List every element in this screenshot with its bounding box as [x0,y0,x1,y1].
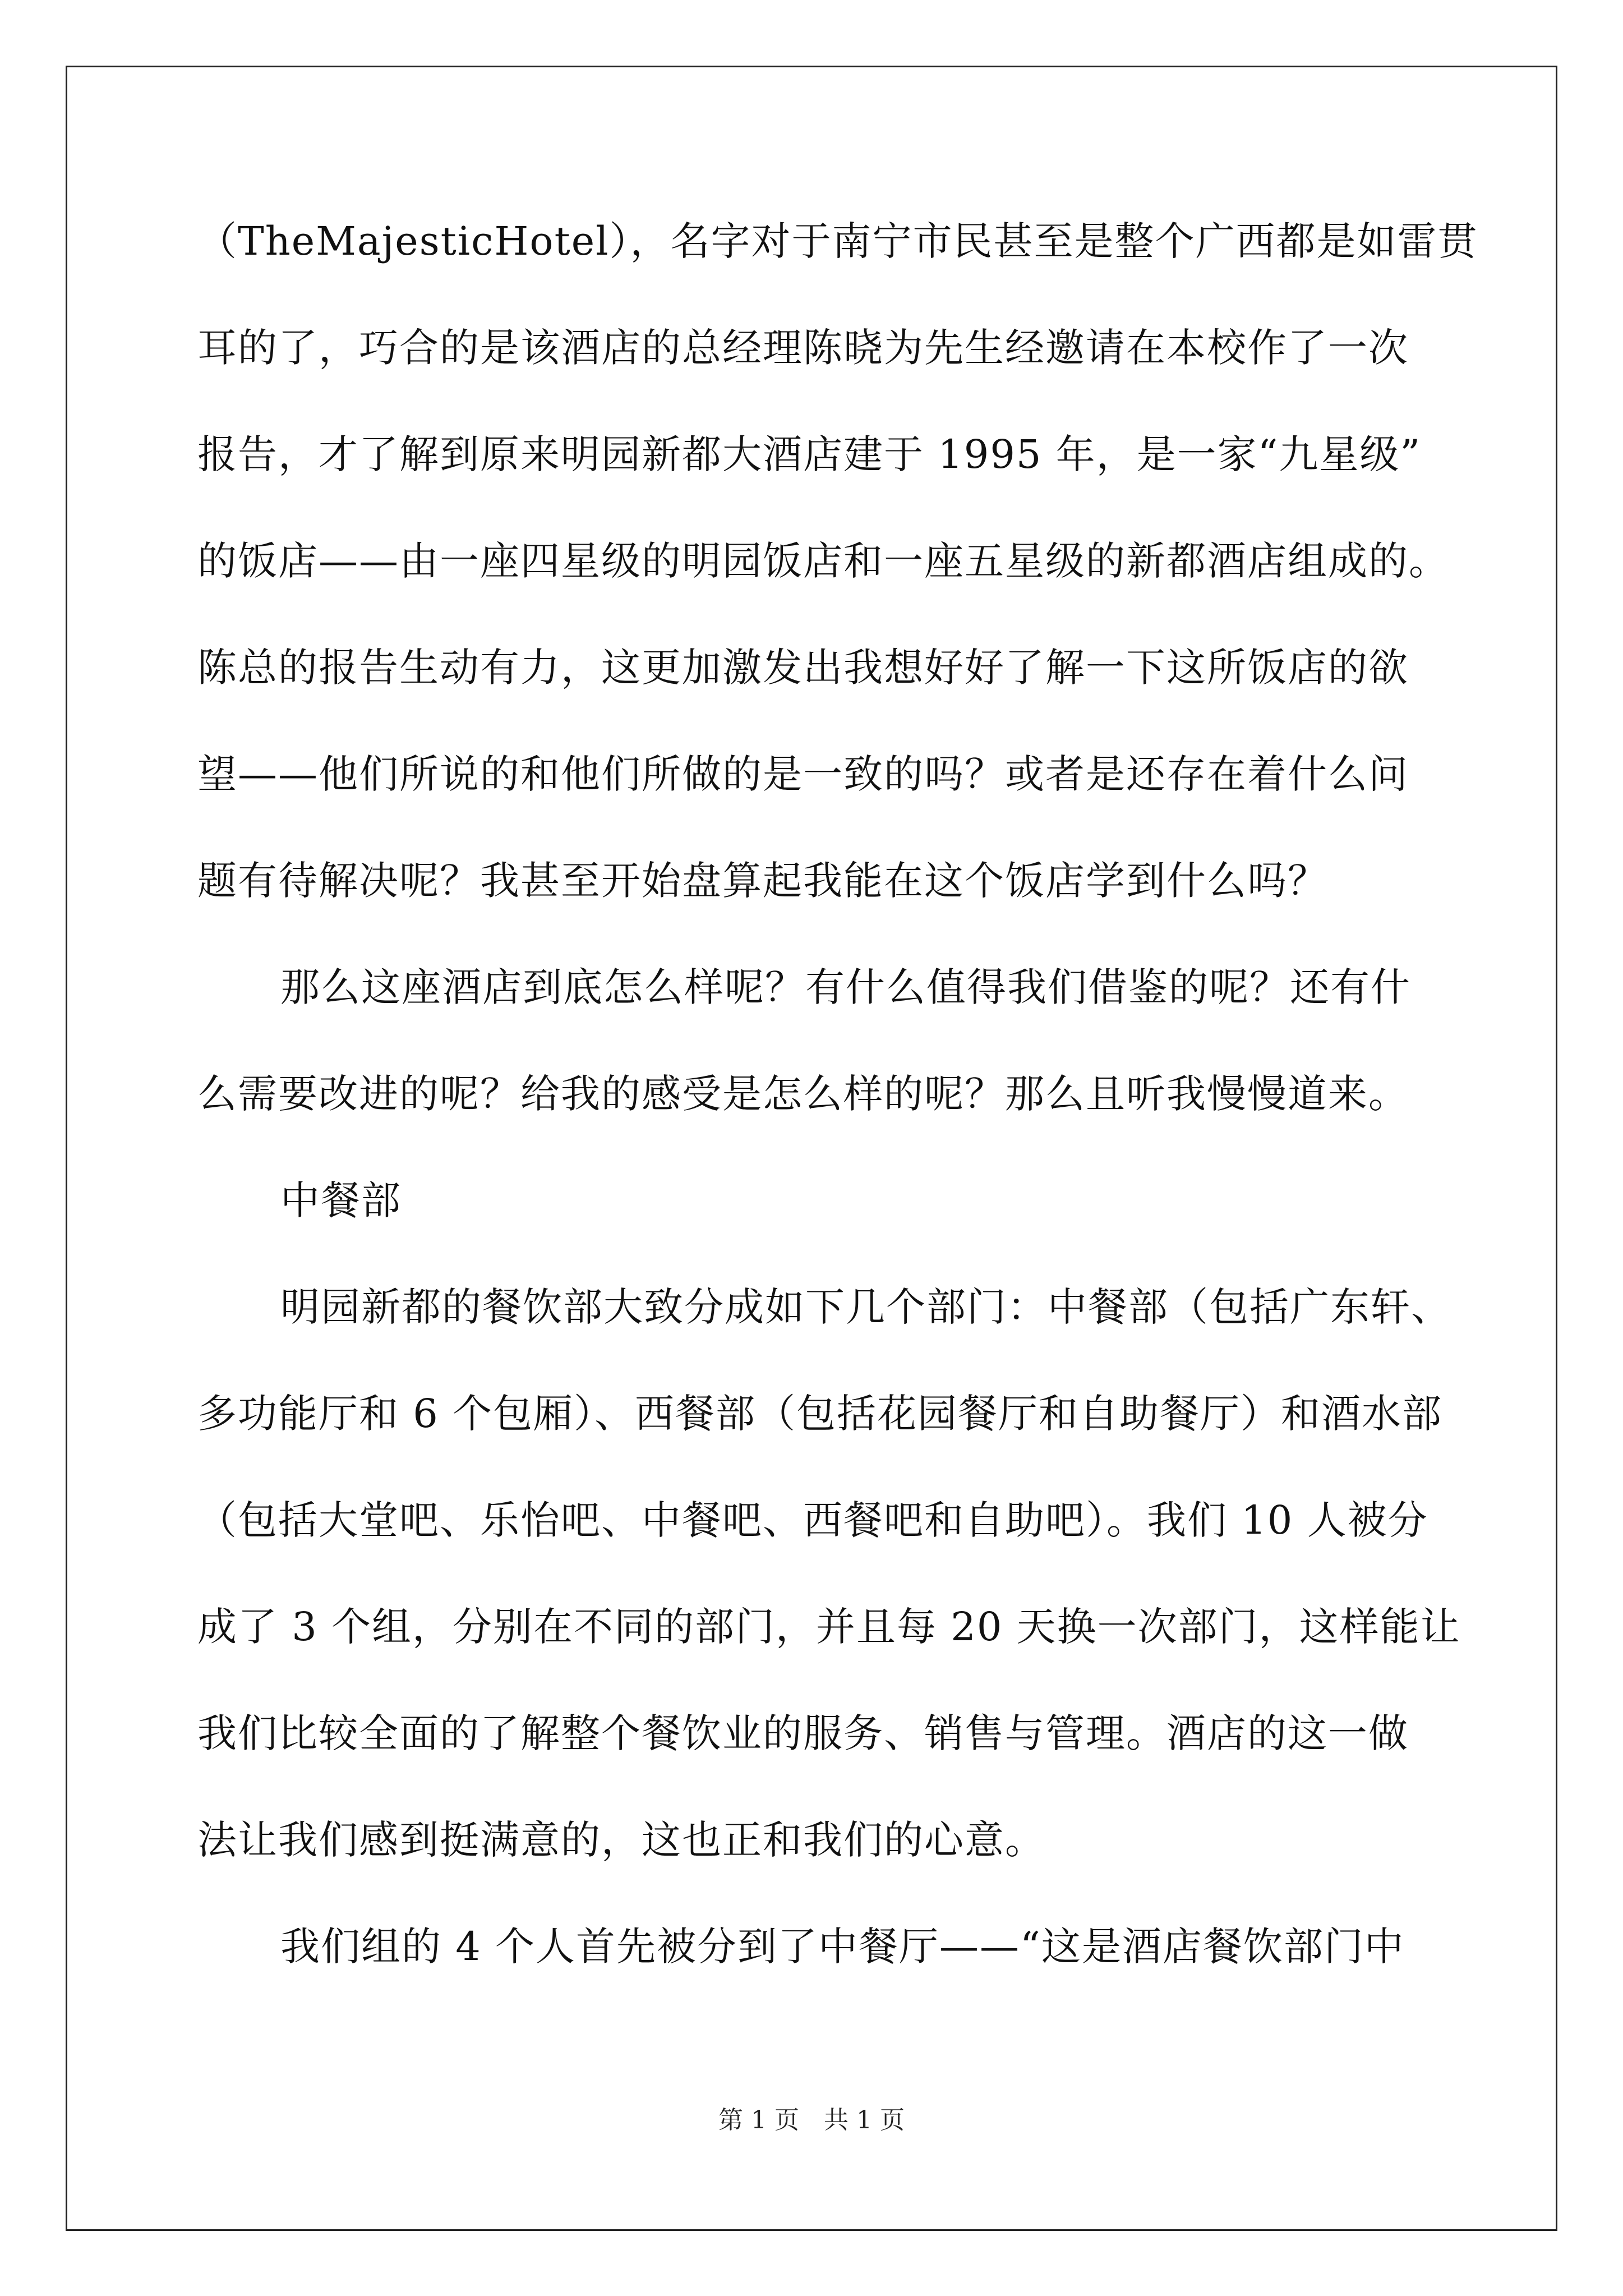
text-line: 多功能厅和 6 个包厢）、西餐部（包括花园餐厅和自助餐厅）和酒水部 [197,1391,1443,1437]
text-line: （TheMajesticHotel），名字对于南宁市民甚至是整个广西都是如雷贯 [197,218,1478,264]
text-line: 陈总的报告生动有力，这更加激发出我想好好了解一下这所饭店的欲 [197,645,1409,691]
text-line: 么需要改进的呢？给我的感受是怎么样的呢？那么且听我慢慢道来。 [197,1071,1409,1117]
paragraph-start-line: 明园新都的餐饮部大致分成如下几个部门：中餐部（包括广东轩、 [280,1284,1451,1330]
text-line: 望——他们所说的和他们所做的是一致的吗？或者是还存在着什么问 [197,751,1409,797]
text-line: 的饭店——由一座四星级的明园饭店和一座五星级的新都酒店组成的。 [197,538,1449,584]
text-line: 耳的了，巧合的是该酒店的总经理陈晓为先生经邀请在本校作了一次 [197,325,1409,371]
text-line: 报告，才了解到原来明园新都大酒店建于 1995 年，是一家“九星级” [197,431,1422,477]
text-line: 题有待解决呢？我甚至开始盘算起我能在这个饭店学到什么吗？ [197,858,1328,904]
page-border [66,66,1557,2231]
text-line: 我们比较全面的了解整个餐饮业的服务、销售与管理。酒店的这一做 [197,1710,1409,1756]
paragraph-start-line: 那么这座酒店到底怎么样呢？有什么值得我们借鉴的呢？还有什 [280,964,1411,1010]
text-line: 成了 3 个组，分别在不同的部门，并且每 20 天换一次部门，这样能让 [197,1604,1461,1650]
section-heading: 中餐部 [280,1177,402,1223]
page-number-footer: 第 1 页 共 1 页 [718,2106,905,2134]
text-line: 法让我们感到挺满意的，这也正和我们的心意。 [197,1817,1045,1863]
paragraph-start-line: 我们组的 4 个人首先被分到了中餐厅——“这是酒店餐饮部门中 [280,1924,1405,1970]
text-line: （包括大堂吧、乐怡吧、中餐吧、西餐吧和自助吧）。我们 10 人被分 [197,1497,1428,1543]
